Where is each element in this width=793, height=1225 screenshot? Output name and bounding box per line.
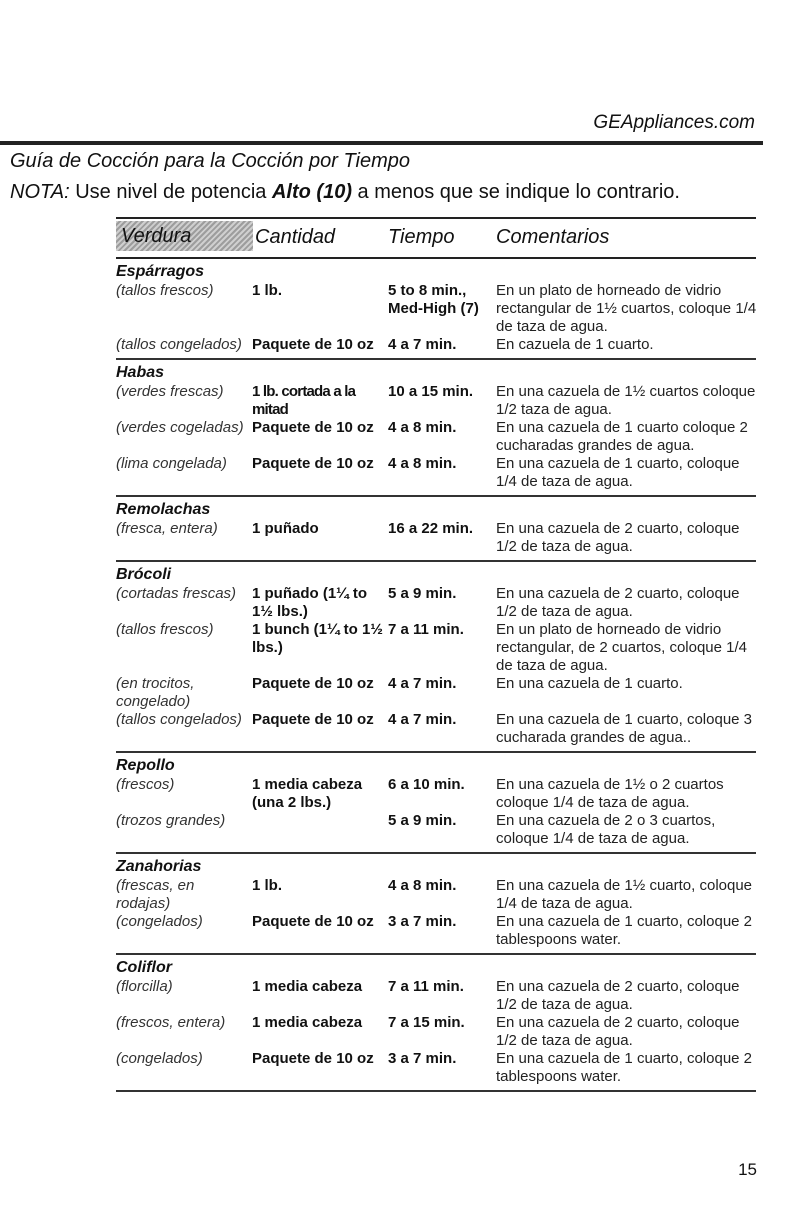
cell-vegetable: (lima congelada)	[116, 455, 227, 472]
cell-comment: En cazuela de 1 cuarto.	[496, 336, 654, 353]
cell-time: 5 a 9 min.	[388, 812, 457, 829]
table-row	[116, 282, 756, 336]
table-row	[116, 520, 756, 556]
cell-quantity: 1 lb.	[252, 877, 283, 894]
vegetable-group	[116, 753, 756, 854]
group-name: Zanahorias	[116, 858, 202, 875]
table-row	[116, 419, 756, 455]
cell-vegetable: (fresca, entera)	[116, 520, 218, 537]
cell-quantity: 1 media cabeza	[252, 1014, 363, 1031]
cell-time: 4 a 7 min.	[388, 336, 457, 353]
cell-vegetable: (en trocitos, congelado)	[116, 675, 195, 710]
cell-quantity: 1 puñado	[252, 520, 319, 537]
table-row	[116, 1050, 756, 1086]
cell-vegetable: (frescos)	[116, 776, 175, 793]
cell-vegetable: (verdes frescas)	[116, 383, 224, 400]
cell-comment: En una cazuela de 1 cuarto, coloque 3 cucharada grandes de agua..	[496, 711, 753, 746]
cell-time: 4 a 7 min.	[388, 711, 457, 728]
header-rule	[0, 141, 763, 145]
cell-time: 7 a 11 min.	[388, 978, 464, 995]
column-header-vegetable: Verdura	[116, 221, 253, 251]
cell-quantity: Paquete de 10 oz	[252, 419, 374, 436]
vegetable-group	[116, 497, 756, 562]
table-row	[116, 585, 756, 621]
cell-vegetable: (frescas, en rodajas)	[116, 877, 195, 912]
table-row	[116, 455, 756, 491]
cell-quantity: 1 puñado (1¼ to 1½ lbs.)	[252, 585, 368, 620]
cell-comment: En una cazuela de 2 cuarto, coloque 1/2 de taza de agua.	[496, 585, 740, 620]
cell-vegetable: (tallos frescos)	[116, 282, 214, 299]
cell-quantity: Paquete de 10 oz	[252, 336, 374, 353]
cell-time: 4 a 8 min.	[388, 419, 457, 436]
table-row	[116, 1014, 756, 1050]
cell-vegetable: (verdes cogeladas)	[116, 419, 244, 436]
cell-comment: En una cazuela de 1½ cuarto, coloque 1/4 de taza de agua.	[496, 877, 753, 912]
cell-quantity: 1 media cabeza	[252, 978, 363, 995]
note-text-post: a menos que se indique lo contrario.	[351, 181, 680, 203]
cell-vegetable: (congelados)	[116, 913, 203, 930]
cell-quantity: 1 media cabeza (una 2 lbs.)	[252, 776, 363, 811]
page-number: 15	[738, 1160, 757, 1179]
group-name: Habas	[116, 364, 165, 381]
cell-vegetable: (tallos congelados)	[116, 711, 242, 728]
cell-time: 4 a 8 min.	[388, 877, 457, 894]
cell-comment: En una cazuela de 1 cuarto, coloque 2 tablespoons water.	[496, 1050, 753, 1085]
cell-vegetable: (frescos, entera)	[116, 1014, 226, 1031]
group-name: Repollo	[116, 757, 175, 774]
cell-comment: En una cazuela de 1½ o 2 cuartos coloque 1/4 de taza de agua.	[496, 776, 724, 811]
vegetable-group	[116, 854, 756, 955]
group-name: Remolachas	[116, 501, 211, 518]
cell-time: 6 a 10 min.	[388, 776, 465, 793]
cell-comment: En una cazuela de 2 cuarto, coloque 1/2 de taza de agua.	[496, 1014, 740, 1049]
table-header	[116, 217, 756, 259]
cell-time: 3 a 7 min.	[388, 913, 457, 930]
cell-quantity: Paquete de 10 oz	[252, 913, 374, 930]
table-row	[116, 877, 756, 913]
table-body	[116, 259, 756, 1092]
note-text-pre: Use nivel de potencia	[69, 181, 272, 203]
cell-comment: En un plato de horneado de vidrio rectangular, de 2 cuartos, coloque 1/4 de taza de agua.	[496, 621, 748, 674]
cooking-table	[116, 217, 756, 1092]
table-row	[116, 978, 756, 1014]
cell-quantity: Paquete de 10 oz	[252, 1050, 374, 1067]
table-row	[116, 711, 756, 747]
cell-comment: En una cazuela de 2 o 3 cuartos, coloque 1/4 de taza de agua.	[496, 812, 716, 847]
column-header-quantity: Cantidad	[255, 226, 336, 248]
group-name: Coliflor	[116, 959, 172, 976]
table-row	[116, 675, 756, 711]
note-highlight: Alto (10)	[271, 181, 352, 203]
cell-comment: En una cazuela de 1 cuarto.	[496, 675, 683, 692]
vegetable-group	[116, 259, 756, 360]
note-line	[10, 181, 680, 204]
vegetable-group	[116, 562, 756, 753]
cell-comment: En una cazuela de 1 cuarto, coloque 2 tablespoons water.	[496, 913, 753, 948]
cell-vegetable: (congelados)	[116, 1050, 203, 1067]
note-label: NOTA:	[10, 181, 70, 203]
cell-time: 16 a 22 min.	[388, 520, 474, 537]
cell-comment: En una cazuela de 2 cuarto, coloque 1/2 de taza de agua.	[496, 978, 740, 1013]
cell-vegetable: (tallos congelados)	[116, 336, 242, 353]
page-title: Guía de Cocción para la Cocción por Tiempo	[10, 150, 411, 172]
cell-comment: En un plato de horneado de vidrio rectangular de 1½ cuartos, coloque 1/4 de taza de agua.	[496, 282, 757, 335]
cell-comment: En una cazuela de 1½ cuartos coloque 1/2 taza de agua.	[496, 383, 756, 418]
cell-quantity: 1 lb. cortada a la mitad	[252, 383, 356, 418]
cell-time: 10 a 15 min.	[388, 383, 474, 400]
cell-quantity: Paquete de 10 oz	[252, 455, 374, 472]
cell-vegetable: (cortadas frescas)	[116, 585, 237, 602]
cell-time: 4 a 8 min.	[388, 455, 457, 472]
cell-quantity: Paquete de 10 oz	[252, 675, 374, 692]
cell-time: 5 a 9 min.	[388, 585, 457, 602]
table-row	[116, 336, 756, 354]
vegetable-group	[116, 360, 756, 497]
column-header-comments: Comentarios	[496, 226, 610, 248]
table-row	[116, 621, 756, 675]
cell-time: 7 a 11 min.	[388, 621, 464, 638]
column-header-time: Tiempo	[388, 226, 455, 248]
group-name: Espárragos	[116, 263, 205, 280]
group-name: Brócoli	[116, 566, 172, 583]
cell-quantity: 1 bunch (1¼ to 1½ lbs.)	[252, 621, 383, 656]
cell-time: 4 a 7 min.	[388, 675, 457, 692]
table-row	[116, 812, 756, 848]
vegetable-group	[116, 955, 756, 1092]
site-url: GEAppliances.com	[593, 112, 755, 133]
cell-time: 3 a 7 min.	[388, 1050, 457, 1067]
table-row	[116, 776, 756, 812]
cell-time: 5 to 8 min., Med-High (7)	[388, 282, 479, 317]
table-row	[116, 383, 756, 419]
cell-comment: En una cazuela de 1 cuarto coloque 2 cucharadas grandes de agua.	[496, 419, 748, 454]
cell-quantity: Paquete de 10 oz	[252, 711, 374, 728]
cell-time: 7 a 15 min.	[388, 1014, 465, 1031]
cell-vegetable: (florcilla)	[116, 978, 173, 995]
cell-vegetable: (tallos frescos)	[116, 621, 214, 638]
cell-comment: En una cazuela de 1 cuarto, coloque 1/4 de taza de agua.	[496, 455, 740, 490]
cell-quantity: 1 lb.	[252, 282, 283, 299]
cell-comment: En una cazuela de 2 cuarto, coloque 1/2 de taza de agua.	[496, 520, 740, 555]
cell-vegetable: (trozos grandes)	[116, 812, 226, 829]
table-row	[116, 913, 756, 949]
